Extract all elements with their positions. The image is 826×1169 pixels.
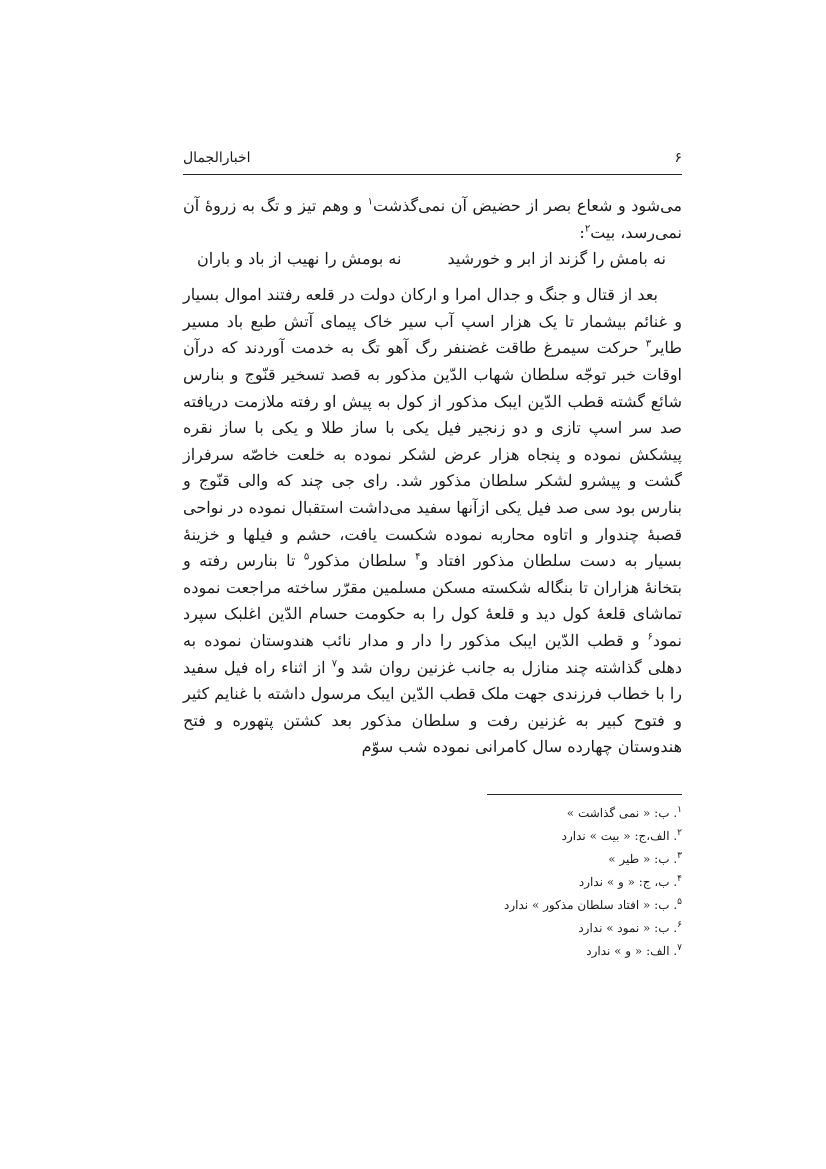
footnote-number: ۵	[677, 897, 682, 907]
footnote-text: . ب، ج: « و » ندارد	[578, 875, 678, 889]
footnote-ref-3: ۳	[645, 339, 652, 351]
footnote-item	[430, 848, 682, 871]
header-divider	[183, 174, 682, 175]
footnote-ref-2: ۲	[584, 223, 591, 235]
footnote-item	[430, 825, 682, 848]
main-text-4: تا بنارس رفته و بتخانهٔ هزاران تا بنگاله شکسته مسکن مسلمین مقرّر ساخته مراجعت نموده تماشای قلعهٔ کول دید و قلعهٔ کول را به حکومت حسام الدّین اغلبک سپرد نمود	[183, 551, 683, 650]
footnote-text: . الف: « و » ندارد	[586, 944, 678, 958]
main-text-6: از اثناء راه فیل سفید را با خطاب فرزندی جهت ملک قطب الدّین ایبک مرسول داشته با غنایم کثیر و فتوح کبیر به غزنین رفت و سلطان مذکور بعد کشتن پتهوره و فتح هندوستان چهارده سال کامرانی نموده شب سوّم	[183, 657, 683, 757]
page-number: ۶	[674, 150, 682, 166]
footnote-number: ۳	[677, 851, 682, 861]
footnote-item	[430, 894, 682, 917]
verse-hemistich-2: نه بومش را نهیب از باد و باران	[196, 249, 402, 269]
opening-text-b: و وهم تیز و تگ به زروهٔ آن نمی‌رسد، بیت	[183, 196, 682, 242]
main-text-1: بعد از قتال و جنگ و جدال امرا و ارکان دولت در قلعه رفتند اموال بسیار و غنائم بیشمار تا یک هزار اسپ آب سیر خاک پیمای آتش طبع باد مسیر طایر	[183, 285, 683, 358]
main-text-5: و قطب الدّین ایبک مذکور را دار و مدار نائب هندوستان نموده به دهلی گذاشته چند منازل به جانب غزنین روان شد و	[183, 630, 683, 677]
running-header	[183, 150, 682, 172]
verse-line	[183, 246, 682, 272]
footnote-item	[430, 802, 682, 825]
footnote-divider	[487, 794, 682, 795]
footnote-ref-6: ۶	[647, 631, 653, 643]
footnote-item	[430, 917, 682, 940]
main-text-2: حرکت سیمرغ طاقت غضنفر رگ آهو تگ به خدمت آوردند که درآن اوقات خبر توجّه سلطان شهاب الدّین مذکور به قصد تسخیر قنّوج و بنارس شائع گشته قطب الدّین ایبک مذکور از کول به پیش او رفته ملازمت دریافته صد سر اسپ تازی و دو زنجیر فیل یکی با ساز طلا و یکی با ساز نقره پیشکش نموده و پنجاه هزار عرض لشکر نموده به خلعت خاصّه سرفراز گشت و پیشرو لشکر سلطان مذکور شد. رای جی چند که والی قنّوج و بنارس بود سی صد فیل یکی ازآنها سفید می‌داشت استقبال نموده در نواحی قصبهٔ چندوار و اتاوه محاربه نموده شکست یافت، حشم و فیلها و خزینهٔ بسیار به دست سلطان مذکور افتاد و	[183, 338, 683, 571]
footnote-item	[430, 940, 682, 963]
footnote-ref-1: ۱	[367, 196, 374, 208]
footnote-text: . ب: « طیر »	[608, 852, 678, 866]
footnote-number: ۱	[677, 805, 682, 815]
footnote-ref-5: ۵	[303, 551, 310, 563]
running-title: اخبارالجمال	[183, 150, 251, 166]
opening-text-a: می‌شود و شعاع بصر از حضیض آن نمی‌گذشت	[373, 196, 682, 215]
main-paragraph	[183, 282, 682, 761]
footnote-number: ۲	[677, 828, 682, 838]
verse-hemistich-1: نه بامش را گزند از ابر و خورشید	[447, 249, 666, 269]
footnote-item	[430, 871, 682, 894]
main-text	[183, 193, 682, 761]
footnote-ref-7: ۷	[331, 658, 338, 670]
opening-text-c: :	[579, 222, 585, 242]
footnote-text: . ب: « نمود » ندارد	[578, 921, 678, 935]
footnote-text: . ب: « افتاد سلطان مذکور » ندارد	[504, 898, 678, 912]
opening-paragraph	[183, 193, 682, 246]
footnote-ref-4: ۴	[415, 551, 421, 563]
footnotes-list	[430, 802, 682, 963]
footnote-number: ۶	[677, 920, 682, 930]
footnote-number: ۷	[677, 943, 682, 953]
footnote-text: . ب: « نمی گذاشت »	[566, 806, 678, 820]
footnote-number: ۴	[677, 874, 682, 884]
main-text-3: سلطان مذکور	[309, 551, 407, 571]
footnote-text: . الف،ج: « بیت » ندارد	[561, 829, 678, 843]
